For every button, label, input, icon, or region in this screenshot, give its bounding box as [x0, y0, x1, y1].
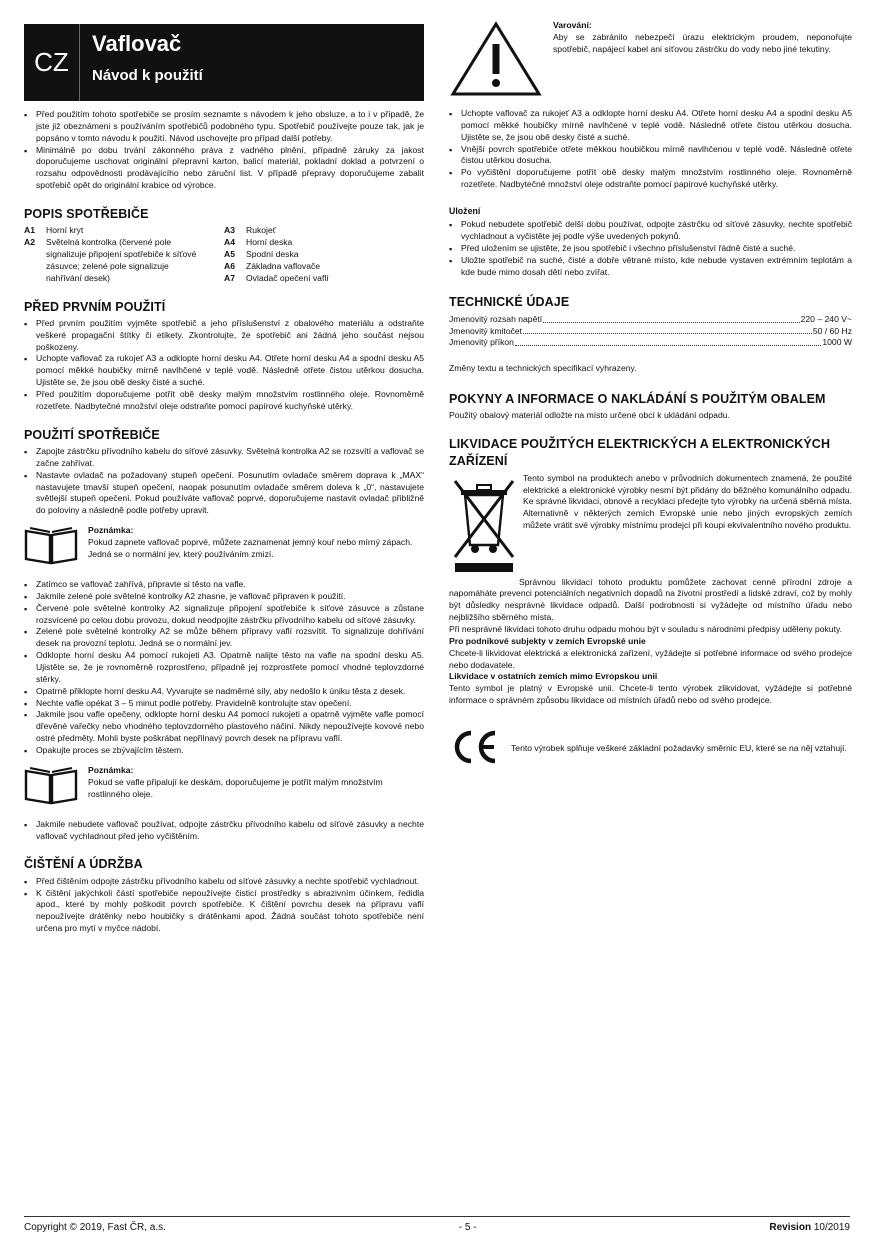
list-item: ▪ Jakmile nebudete vaflovač používat, odpojte zástrčku přívodního kabelu od síťové zásuvky a nechte vaflovač vychladnout před jeho vyčištěním.: [24, 819, 424, 843]
weee-business-text: Chcete-li likvidovat elektrická a elektronická zařízení, vyžádejte si potřebné informace od svého prodejce nebo dodavatele.: [449, 647, 852, 670]
weee-text-1: Tento symbol na produktech anebo v průvodních dokumentech znamená, že použité elektrické a elektronické výrobky nesmí být přidány do běžného komunálního odpadu. Ke správné likvidaci, obnově a recyklaci předejte tyto výrobky na určená sběrná místa. Alternativně v některých zemích Evropské unie nebo jiných evropských zemích můžete vrátit své výrobky místnímu prodejci při koupi ekvivalentního nového produktu.: [523, 472, 852, 531]
language-code: CZ: [24, 24, 80, 101]
cleaning-list-2: [449, 108, 852, 191]
page-footer: [24, 1216, 850, 1235]
spec-row: Jmenovitý kmitočet 50 / 60 Hz: [449, 325, 852, 336]
page-header: [24, 24, 424, 101]
warning-icon: [449, 20, 547, 102]
list-item: ▪ Pokud nebudete spotřebič delší dobu používat, odpojte zástrčku od síťové zásuvky, nechte spotřebič vychladnout a vyčistěte jej podle výše uvedených pokynů.: [449, 219, 852, 243]
list-item: ▪ Po vyčištění doporučujeme potřít obě desky malým množstvím rostlinného oleje. Rovnoměrně rozetřete. Nadbytečné množství oleje odstraňte pomocí papírové kuchyňské utěrky.: [449, 167, 852, 191]
list-item: ▪ Opatrně přiklopte horní desku A4. Vyvarujte se nadměrné síly, aby nedošlo k úniku těsta z desek.: [24, 686, 424, 698]
list-item: ▪ Zatímco se vaflovač zahřívá, připravte si těsto na vafle.: [24, 579, 424, 591]
note-text: Pokud zapnete vaflovač poprvé, můžete zaznamenat jemný kouř nebo mírný zápach. Jedná se o normální jev, který používáním zmizí.: [88, 536, 413, 559]
list-item: ▪ Uložte spotřebič na suché, čisté a dobře větrané místo, kde nebude vystaven extrémním teplotám a kde bude mimo dosah dětí nebo zvířat.: [449, 255, 852, 279]
section-heading-description: POPIS SPOTŘEBIČE: [24, 207, 149, 222]
list-item: ▪ Uchopte vaflovač za rukojeť A3 a odklopte horní desku A4. Otřete horní desku A4 a spodní desku A5 pomocí měkké houbičky mírně navlhčené v teplé vodě. Následně otřete čistou utěrkou dosucha. Ujistěte se, že jsou obě desky čisté a suché.: [449, 108, 852, 144]
list-item: ▪ Uchopte vaflovač za rukojeť A3 a odklopte horní desku A4. Otřete horní desku A4 a spodní desku A5 pomocí měkké houbičky mírně navlhčené v teplé vodě. Následně otřete čistou utěrkou dosucha. Ujistěte se, že jsou obě desky čisté a suché.: [24, 353, 424, 389]
packaging-text: Použitý obalový materiál odložte na místo určené obcí k ukládání odpadu.: [449, 410, 730, 421]
ce-mark-icon: [449, 729, 511, 769]
section-heading-use: POUŽITÍ SPOTŘEBIČE: [24, 427, 160, 442]
use-list-2: [24, 579, 424, 757]
list-item: ▪ Nechte vafle opékat 3 – 5 minut podle potřeby. Pravidelně kontrolujte stav opečení.: [24, 698, 424, 710]
book-icon: [24, 525, 88, 569]
note-box: [24, 525, 424, 569]
part-item: A1 Horní kryt: [24, 225, 84, 236]
list-item: ▪ Opakujte proces se zbývajícím těstem.: [24, 745, 424, 757]
list-item: ▪ Zapojte zástrčku přívodního kabelu do síťové zásuvky. Světelná kontrolka A2 se rozsvítí a vaflovač se začne zahřívat.: [24, 446, 424, 470]
weee-text-2: Správnou likvidací tohoto produktu pomůžete zachovat cenné přírodní zdroje a napomáháte prevenci potenciálních negativních dopadů na životní prostředí a lidské zdraví, což by mohly být důsledky nesprávné likvidace odpadů. Další podrobnosti si vyžádejte od místního úřadu nebo nejbližšího sběrného místa.: [449, 576, 852, 623]
page-subtitle: Návod k použití: [92, 67, 203, 85]
ce-block: [449, 729, 852, 769]
weee-business-title: Pro podnikové subjekty v zemích Evropské unie: [449, 635, 646, 646]
list-item: ▪ Odklopte horní desku A4 pomocí rukojeti A3. Opatrně nalijte těsto na vafle na spodní desku A5. Ujistěte se, že je rovnoměrně rozprostřeno, případně jej rozprostřete pomocí vhodné teplovzdorné stěrky.: [24, 650, 424, 686]
list-item: ▪ Před použitím tohoto spotřebiče se prosím seznamte s návodem k jeho obsluze, a to i v případě, že jste již obeznámeni s používáním spotřebičů podobného typu. Spotřebič používejte pouze tak, jak je popsáno v tomto návodu k použití. Návod uschovejte pro případ další potřeby.: [24, 109, 424, 145]
weee-block: [449, 473, 852, 577]
first-use-list: [24, 318, 424, 413]
list-item: ▪ Před uložením se ujistěte, že jsou spotřebič i všechno příslušenství řádně čisté a suché.: [449, 243, 852, 255]
list-item: ▪ Před čištěním odpojte zástrčku přívodního kabelu od síťové zásuvky a nechte spotřebič vychladnout.: [24, 876, 424, 888]
book-icon: [24, 765, 88, 809]
list-item: ▪ K čištění jakýchkoli částí spotřebiče nepoužívejte čisticí prostředky s abrazivním účinkem, ředidla apod., které by mohly poškodit povrch spotřebiče. K čištění povrchu desek na přípravu vaflí nepoužívejte drátěnky nebo houbičky s drátěnkami apod. Žádná součást tohoto spotřebiče není určena pro mytí v myčce nádobí.: [24, 888, 424, 935]
list-item: ▪ Před použitím doporučujeme potřít obě desky malým množstvím rostlinného oleje. Rovnoměrně rozetřete. Nadbytečné množství oleje odstraňte pomocí papírové kuchyňské utěrky.: [24, 389, 424, 413]
list-item: ▪ Nastavte ovladač na požadovaný stupeň opečení. Posunutím ovladače směrem doprava k „MAX“ nastavujete tmavší stupeň opečení, naopak posunutím ovladače směrem doleva k „0“, nastavujete světlejší stupeň opečení. Pokud používáte vaflovač poprvé, doporučujeme nastavit ovladač přibližně do poloviny a následně podle potřeby upravit.: [24, 470, 424, 517]
warning-title: Varování:: [553, 20, 592, 30]
part-item: A6 Základna vaflovače: [224, 260, 321, 271]
list-item: ▪ Jakmile jsou vafle opečeny, odklopte horní desku A4 pomocí rukojeti a opatrně vyjměte vafle pomocí dřevěné vařečky nebo vhodného teplovzdorného plastového náčiní. Nikdy nepoužívejte kovové nebo ostré předměty. Mohli byste poškrábat nepřilnavý povrch desek na přípravu vaflí.: [24, 709, 424, 745]
storage-list: [449, 219, 852, 278]
spec-row: Jmenovitý rozsah napětí 220 – 240 V~: [449, 313, 852, 324]
part-item: A3 Rukojeť: [224, 225, 276, 236]
list-item: ▪ Před prvním použitím vyjměte spotřebič a jeho příslušenství z obalového materiálu a odstraňte veškeré propagační štítky či etikety. Zkontrolujte, že spotřebič ani žádná jeho součást nejsou poškozeny.: [24, 318, 424, 354]
right-column: [449, 20, 852, 769]
list-item: ▪ Jakmile zelené pole světelné kontrolky A2 zhasne, je vaflovač připraven k použití.: [24, 591, 424, 603]
page-number: - 5 -: [458, 1222, 477, 1233]
section-heading-tech: TECHNICKÉ ÚDAJE: [449, 295, 570, 310]
section-heading-packaging: POKYNY A INFORMACE O NAKLÁDÁNÍ S POUŽITÝM OBALEM: [449, 392, 826, 407]
ce-text: Tento výrobek splňuje veškeré základní požadavky směrnic EU, které se na něj vztahují.: [511, 743, 847, 754]
part-item: A7 Ovladač opečení vaflí: [224, 272, 329, 283]
use-list-3: [24, 819, 424, 843]
use-list-1: [24, 446, 424, 517]
spec-row: Jmenovitý příkon 1000 W: [449, 337, 852, 348]
list-item: ▪ Červené pole světelné kontrolky A2 signalizuje připojení spotřebiče k síťové zásuvce a zůstane rozsvícené po celou dobu provozu, dokud neodpojíte zástrčku přívodního kabelu od síťové zásuvky.: [24, 603, 424, 627]
section-heading-first-use: PŘED PRVNÍM POUŽITÍ: [24, 299, 166, 314]
part-item: A2 Světelná kontrolka (červené pole signalizuje připojení spotřebiče k síťové zásuvce; zelené pole signalizuje nahřívání desek): [24, 237, 197, 283]
revision: Revision 10/2019: [769, 1222, 850, 1233]
section-heading-weee: LIKVIDACE POUŽITÝCH ELEKTRICKÝCH A ELEKTRONICKÝCH ZAŘÍZENÍ: [449, 437, 831, 469]
weee-text-3: Při nesprávné likvidaci tohoto druhu odpadu mohou být v souladu s národními předpisy uděleny pokuty.: [449, 624, 843, 635]
parts-list: [24, 225, 424, 284]
part-item: A4 Horní deska: [224, 237, 293, 248]
weee-other-title: Likvidace v ostatních zemích mimo Evropskou unii: [449, 671, 658, 682]
weee-other-text: Tento symbol je platný v Evropské unii. Chcete-li tento výrobek zlikvidovat, vyžádejte si potřebné informace o správném způsobu likvidace od místních úřadů nebo od svého prodejce.: [449, 683, 852, 706]
list-item: ▪ Minimálně po dobu trvání zákonného práva z vadného plnění, případně záruky za jakost doporučujeme uschovat originální přepravní karton, balicí materiál, pokladní doklad a potvrzení o rozsahu odpovědnosti prodávajícího nebo záruční list. V případě přepravy doporučujeme zabalit spotřebič opět do originální krabice od výrobce.: [24, 145, 424, 192]
note-title: Poznámka:: [88, 525, 134, 536]
page-title: Vaflovač: [92, 31, 182, 56]
part-item: A5 Spodní deska: [224, 248, 299, 259]
tech-note: Změny textu a technických specifikací vyhrazeny.: [449, 363, 637, 374]
warning-box: [449, 20, 852, 102]
note-title: Poznámka:: [88, 764, 134, 775]
tech-specs: [449, 314, 852, 350]
list-item: ▪ Zelené pole světelné kontrolky A2 se může během přípravy vaflí rozsvítit. To signalizuje dohřívání desek na provozní teplotu. Jedná se o normální jev.: [24, 626, 424, 650]
warning-text: Aby se zabránilo nebezpečí úrazu elektrickým proudem, neponořujte spotřebič, napájecí kabel ani síťovou zástrčku do vody nebo jiné tekutiny.: [553, 31, 852, 54]
section-heading-cleaning: ČIŠTĚNÍ A ÚDRŽBA: [24, 857, 143, 872]
cleaning-list: [24, 876, 424, 935]
left-column: [24, 24, 424, 935]
storage-heading: Uložení: [449, 206, 481, 217]
note-box: [24, 765, 424, 809]
crossed-bin-icon: [449, 473, 523, 577]
intro-list: [24, 109, 424, 192]
list-item: ▪ Vnější povrch spotřebiče otřete měkkou houbičkou mírně navlhčenou v teplé vodě. Následně otřete čistou utěrkou dosucha.: [449, 144, 852, 168]
copyright: Copyright © 2019, Fast ČR, a.s.: [24, 1222, 166, 1233]
note-text: Pokud se vafle připalují ke deskám, doporučujeme je potřít malým množstvím rostlinného oleje.: [88, 776, 383, 799]
